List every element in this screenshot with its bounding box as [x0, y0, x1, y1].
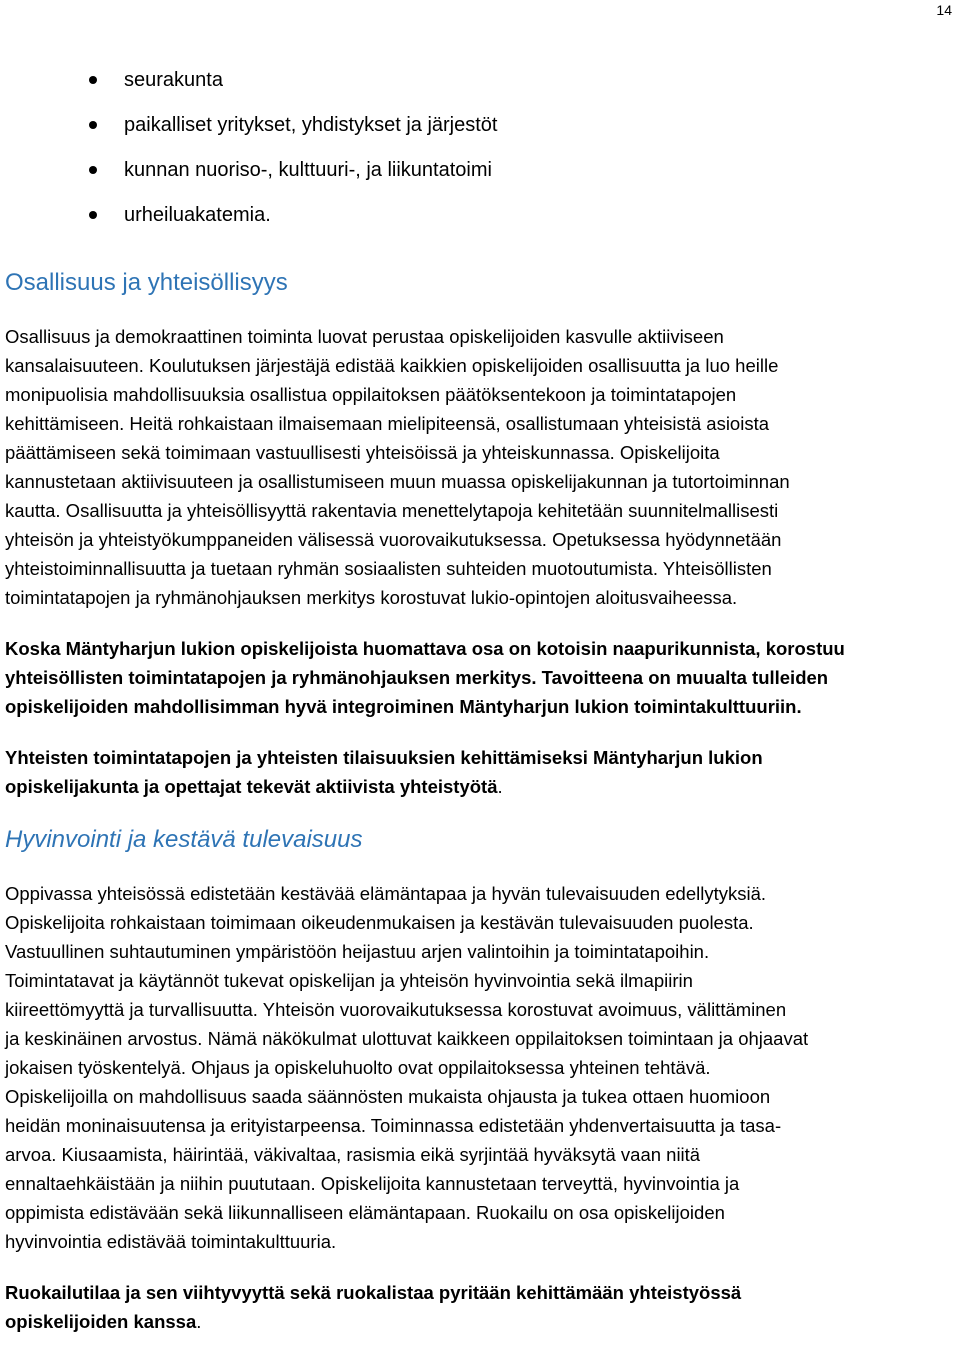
list-item [0, 156, 497, 201]
bullet-dot-icon [89, 76, 97, 84]
text-line: Opiskelijoita rohkaistaan toimimaan oikeudenmukaisen ja kestävän tulevaisuuden puolesta. [5, 912, 754, 933]
list-item [0, 201, 497, 246]
text-line: Yhteisten toimintatapojen ja yhteisten tilaisuuksien kehittämiseksi Mäntyharjun lukion [5, 747, 763, 768]
text-line: toimintatapojen ja ryhmänohjauksen merkitys korostuvat lukio-opintojen aloitusvaiheessa. [5, 587, 738, 608]
text-period: . [497, 776, 503, 797]
text-line: ja keskinäinen arvostus. Nämä näkökulmat ulottuvat kaikkeen oppilaitoksen toimintaan ja ohjaavat [5, 1028, 809, 1049]
text-line: Osallisuus ja demokraattinen toiminta luovat perustaa opiskelijoiden kasvulle aktiiviseen [5, 326, 724, 347]
list-item-text: urheiluakatemia. [124, 204, 271, 226]
section-heading-hyvinvointi: Hyvinvointi ja kestävä tulevaisuus [5, 826, 363, 853]
paragraph-osallisuus-intro [5, 322, 957, 612]
bullet-list [0, 66, 497, 246]
text-line: Vastuullinen suhtautuminen ympäristöön heijastuu arjen valintoihin ja toimintatapoihin. [5, 941, 710, 962]
text-line: monipuolisia mahdollisuuksia osallistua oppilaitoksen päätöksentekoon ja toimintatapojen [5, 384, 737, 405]
section-heading-osallisuus: Osallisuus ja yhteisöllisyys [5, 269, 288, 296]
paragraph-hyvinvointi-intro [5, 879, 957, 1256]
text-line: jokaisen työskentelyä. Ohjaus ja opiskeluhuolto ovat oppilaitoksessa yhteinen tehtävä. [5, 1057, 711, 1078]
text-line: yhteisöllisten toimintatapojen ja ryhmänohjauksen merkitys. Tavoitteena on muualta tulleiden [5, 667, 829, 688]
text-line: Oppivassa yhteisössä edistetään kestävää elämäntapaa ja hyvän tulevaisuuden edellytyksiä. [5, 883, 767, 904]
text-line: arvoa. Kiusaamista, häirintää, väkivaltaa, rasismia eikä syrjintää hyväksytä vaan niitä [5, 1144, 701, 1165]
text-line-bold: opiskelijakunta ja opettajat tekevät aktiivista yhteistyötä [5, 776, 498, 797]
text-period: . [196, 1311, 202, 1332]
bullet-dot-icon [89, 121, 97, 129]
text-line: kansalaisuuteen. Koulutuksen järjestäjä edistää kaikkien opiskelijoiden osallisuutta ja luo heille [5, 355, 779, 376]
text-line: kiireettömyyttä ja turvallisuutta. Yhteisön vuorovaikutuksessa korostuvat avoimuus, välittäminen [5, 999, 787, 1020]
text-line: kannustetaan aktiivisuuteen ja osallistumiseen muun muassa opiskelijakunnan ja tutortoiminnan [5, 471, 790, 492]
text-line: oppimista edistävään sekä liikunnalliseen elämäntapaan. Ruokailu on osa opiskelijoiden [5, 1202, 725, 1223]
list-item [0, 66, 497, 111]
text-line: kehittämiseen. Heitä rohkaistaan ilmaisemaan mielipiteensä, osallistumaan yhteisistä asioista [5, 413, 770, 434]
text-line [5, 772, 957, 801]
text-line: yhteisön ja yhteistyökumppaneiden välisessä vuorovaikutuksessa. Opetuksessa hyödynnetään [5, 529, 782, 550]
text-line: yhteistoiminnallisuutta ja tuetaan ryhmän sosiaalisten suhteiden muotoutumista. Yhteisöllisten [5, 558, 772, 579]
text-line: kautta. Osallisuutta ja yhteisöllisyyttä rakentavia menettelytapoja kehitetään suunnitelmallisesti [5, 500, 779, 521]
page-number: 14 [936, 2, 952, 18]
bullet-dot-icon [89, 166, 97, 174]
paragraph-ruokailu [5, 1278, 957, 1336]
text-line [5, 1307, 957, 1336]
text-line: Opiskelijoilla on mahdollisuus saada säännösten mukaista ohjausta ja tukea ottaen huomioon [5, 1086, 771, 1107]
bullet-dot-icon [89, 211, 97, 219]
paragraph-mantyharju-integration [5, 634, 957, 721]
text-line: heidän moninaisuutensa ja erityistarpeensa. Toiminnassa edistetään yhdenvertaisuutta ja tasa- [5, 1115, 782, 1136]
list-item-text: paikalliset yritykset, yhdistykset ja järjestöt [124, 114, 498, 136]
list-item-text: kunnan nuoriso-, kulttuuri-, ja liikuntatoimi [124, 159, 492, 181]
document-body [5, 266, 957, 1358]
paragraph-mantyharju-cooperation [5, 743, 957, 801]
text-line: päättämiseen sekä toimimaan vastuullisesti yhteisöissä ja yhteiskunnassa. Opiskelijoita [5, 442, 720, 463]
text-line: Koska Mäntyharjun lukion opiskelijoista huomattava osa on kotoisin naapurikunnista, korostuu [5, 638, 845, 659]
list-item [0, 111, 497, 156]
text-line: Ruokailutilaa ja sen viihtyvyyttä sekä ruokalistaa pyritään kehittämään yhteistyössä [5, 1282, 742, 1303]
list-item-text: seurakunta [124, 69, 223, 91]
text-line: hyvinvointia edistävää toimintakulttuuria. [5, 1231, 337, 1252]
text-line: Toimintatavat ja käytännöt tukevat opiskelijan ja yhteisön hyvinvointia sekä ilmapiirin [5, 970, 693, 991]
text-line-bold: opiskelijoiden kanssa [5, 1311, 197, 1332]
text-line: ennaltaehkäistään ja niihin puututaan. Opiskelijoita kannustetaan terveyttä, hyvinvointia ja [5, 1173, 740, 1194]
text-line: opiskelijoiden mahdollisimman hyvä integroiminen Mäntyharjun lukion toimintakulttuuriin. [5, 696, 802, 717]
